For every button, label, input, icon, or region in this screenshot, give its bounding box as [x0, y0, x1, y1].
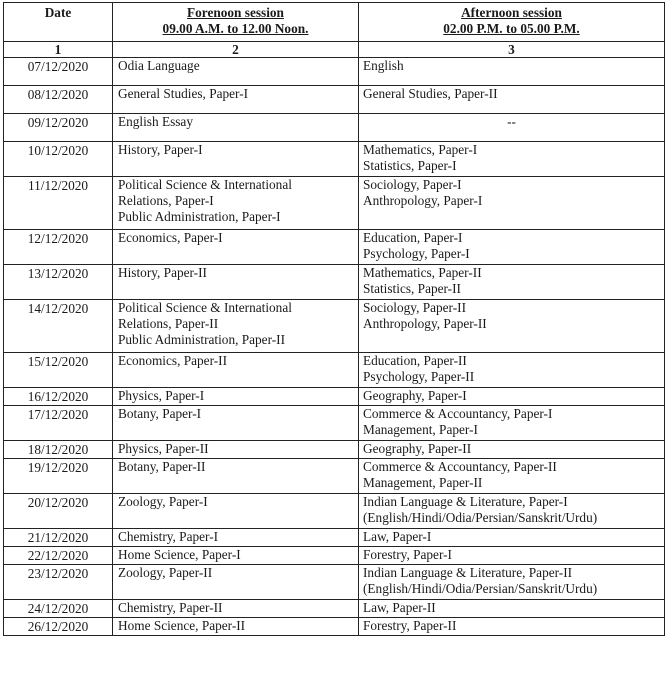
forenoon-subject: Political Science & International	[118, 300, 292, 315]
afternoon-subject-cell	[359, 618, 665, 636]
afternoon-subject: Psychology, Paper-II	[363, 369, 475, 384]
forenoon-subject-cell	[113, 565, 359, 600]
forenoon-subject: Economics, Paper-I	[118, 230, 223, 245]
afternoon-subject: Geography, Paper-I	[363, 388, 467, 403]
table-row	[4, 388, 665, 406]
afternoon-subject: Psychology, Paper-I	[363, 246, 470, 261]
table-row	[4, 58, 665, 86]
forenoon-subject-cell	[113, 388, 359, 406]
afternoon-title: Afternoon session	[461, 5, 562, 20]
forenoon-subject-cell	[113, 230, 359, 265]
forenoon-subject: Public Administration, Paper-II	[118, 332, 286, 347]
afternoon-subject: Indian Language & Literature, Paper-I	[363, 494, 568, 509]
exam-date: 20/12/2020	[4, 494, 113, 529]
exam-date: 21/12/2020	[4, 529, 113, 547]
afternoon-subject-cell	[359, 86, 665, 114]
afternoon-subject-cell	[359, 142, 665, 177]
forenoon-subject: Economics, Paper-II	[118, 353, 228, 368]
table-row	[4, 142, 665, 177]
afternoon-subject: Commerce & Accountancy, Paper-II	[363, 459, 557, 474]
afternoon-subject: Mathematics, Paper-I	[363, 142, 478, 157]
afternoon-subject: Sociology, Paper-II	[363, 300, 467, 315]
afternoon-subject: Forestry, Paper-II	[363, 618, 457, 633]
forenoon-subject: English Essay	[118, 114, 193, 129]
forenoon-subject-cell	[113, 618, 359, 636]
exam-date: 23/12/2020	[4, 565, 113, 600]
afternoon-subject: Forestry, Paper-I	[363, 547, 452, 562]
date-header: Date	[4, 3, 113, 42]
afternoon-subject: Education, Paper-I	[363, 230, 463, 245]
exam-date: 08/12/2020	[4, 86, 113, 114]
exam-date: 07/12/2020	[4, 58, 113, 86]
forenoon-subject: Physics, Paper-I	[118, 388, 205, 403]
exam-date: 18/12/2020	[4, 441, 113, 459]
afternoon-subject: Statistics, Paper-I	[363, 158, 457, 173]
forenoon-header	[113, 3, 359, 42]
exam-schedule-table	[3, 2, 665, 636]
forenoon-subject-cell	[113, 86, 359, 114]
forenoon-subject: Botany, Paper-II	[118, 459, 206, 474]
afternoon-subject-cell	[359, 265, 665, 300]
forenoon-subject: Zoology, Paper-II	[118, 565, 213, 580]
forenoon-subject: Political Science & International	[118, 177, 292, 192]
afternoon-subject: Management, Paper-II	[363, 475, 483, 490]
forenoon-subject: Physics, Paper-II	[118, 441, 209, 456]
exam-date: 24/12/2020	[4, 600, 113, 618]
forenoon-subject-cell	[113, 177, 359, 230]
forenoon-subject: History, Paper-II	[118, 265, 207, 280]
forenoon-time: 09.00 A.M. to 12.00 Noon.	[162, 21, 309, 36]
afternoon-subject-cell	[359, 58, 665, 86]
forenoon-subject: Public Administration, Paper-I	[118, 209, 281, 224]
exam-date: 19/12/2020	[4, 459, 113, 494]
forenoon-subject: Botany, Paper-I	[118, 406, 202, 421]
exam-date: 11/12/2020	[4, 177, 113, 230]
afternoon-subject: (English/Hindi/Odia/Persian/Sanskrit/Urdu)	[363, 510, 598, 525]
forenoon-subject-cell	[113, 406, 359, 441]
forenoon-subject-cell	[113, 494, 359, 529]
forenoon-subject: Chemistry, Paper-II	[118, 600, 223, 615]
header-row	[4, 3, 665, 42]
afternoon-subject-cell	[359, 114, 665, 142]
forenoon-subject-cell	[113, 459, 359, 494]
afternoon-header	[359, 3, 665, 42]
afternoon-subject-cell	[359, 353, 665, 388]
afternoon-subject: Mathematics, Paper-II	[363, 265, 482, 280]
forenoon-subject-cell	[113, 300, 359, 353]
table-row	[4, 86, 665, 114]
forenoon-subject-cell	[113, 547, 359, 565]
afternoon-subject: Commerce & Accountancy, Paper-I	[363, 406, 553, 421]
afternoon-subject: General Studies, Paper-II	[363, 86, 498, 101]
afternoon-subject: Law, Paper-II	[363, 600, 436, 615]
afternoon-subject: (English/Hindi/Odia/Persian/Sanskrit/Urdu)	[363, 581, 598, 596]
afternoon-subject-cell	[359, 300, 665, 353]
forenoon-title: Forenoon session	[187, 5, 284, 20]
afternoon-subject-cell	[359, 494, 665, 529]
column-number-2: 2	[113, 42, 359, 58]
afternoon-subject-cell	[359, 529, 665, 547]
exam-date: 14/12/2020	[4, 300, 113, 353]
table-row	[4, 406, 665, 441]
column-number-row	[4, 42, 665, 58]
forenoon-subject: General Studies, Paper-I	[118, 86, 249, 101]
table-row	[4, 618, 665, 636]
afternoon-subject: Management, Paper-I	[363, 422, 478, 437]
afternoon-subject-cell	[359, 441, 665, 459]
exam-date: 17/12/2020	[4, 406, 113, 441]
afternoon-subject: Law, Paper-I	[363, 529, 432, 544]
forenoon-subject: Relations, Paper-I	[118, 193, 214, 208]
afternoon-subject-cell	[359, 230, 665, 265]
exam-date: 13/12/2020	[4, 265, 113, 300]
table-row	[4, 600, 665, 618]
table-row	[4, 441, 665, 459]
exam-date: 22/12/2020	[4, 547, 113, 565]
table-row	[4, 230, 665, 265]
afternoon-subject-cell	[359, 547, 665, 565]
forenoon-subject-cell	[113, 142, 359, 177]
forenoon-subject-cell	[113, 600, 359, 618]
afternoon-subject: Education, Paper-II	[363, 353, 467, 368]
table-row	[4, 529, 665, 547]
column-number-1: 1	[4, 42, 113, 58]
forenoon-subject-cell	[113, 265, 359, 300]
afternoon-subject: --	[507, 114, 516, 129]
exam-date: 10/12/2020	[4, 142, 113, 177]
exam-date: 15/12/2020	[4, 353, 113, 388]
afternoon-time: 02.00 P.M. to 05.00 P.M.	[443, 21, 580, 36]
forenoon-subject-cell	[113, 529, 359, 547]
afternoon-subject: Geography, Paper-II	[363, 441, 472, 456]
afternoon-subject: Anthropology, Paper-I	[363, 193, 483, 208]
forenoon-subject-cell	[113, 353, 359, 388]
forenoon-subject: Odia Language	[118, 58, 200, 73]
afternoon-subject-cell	[359, 406, 665, 441]
forenoon-subject-cell	[113, 441, 359, 459]
forenoon-subject: Relations, Paper-II	[118, 316, 219, 331]
afternoon-subject: English	[363, 58, 404, 73]
forenoon-subject: History, Paper-I	[118, 142, 203, 157]
exam-date: 09/12/2020	[4, 114, 113, 142]
afternoon-subject-cell	[359, 565, 665, 600]
forenoon-subject: Home Science, Paper-I	[118, 547, 241, 562]
forenoon-subject: Home Science, Paper-II	[118, 618, 246, 633]
table-row	[4, 265, 665, 300]
table-row	[4, 459, 665, 494]
forenoon-subject-cell	[113, 114, 359, 142]
afternoon-subject-cell	[359, 459, 665, 494]
table-row	[4, 547, 665, 565]
table-row	[4, 565, 665, 600]
exam-date: 16/12/2020	[4, 388, 113, 406]
afternoon-subject: Sociology, Paper-I	[363, 177, 462, 192]
table-row	[4, 177, 665, 230]
forenoon-subject: Chemistry, Paper-I	[118, 529, 219, 544]
afternoon-subject-cell	[359, 388, 665, 406]
forenoon-subject: Zoology, Paper-I	[118, 494, 208, 509]
table-row	[4, 300, 665, 353]
afternoon-subject-cell	[359, 600, 665, 618]
table-row	[4, 353, 665, 388]
afternoon-subject: Anthropology, Paper-II	[363, 316, 487, 331]
exam-date: 12/12/2020	[4, 230, 113, 265]
table-row	[4, 494, 665, 529]
forenoon-subject-cell	[113, 58, 359, 86]
schedule-body	[4, 58, 665, 636]
column-number-3: 3	[359, 42, 665, 58]
afternoon-subject-cell	[359, 177, 665, 230]
exam-date: 26/12/2020	[4, 618, 113, 636]
afternoon-subject: Statistics, Paper-II	[363, 281, 461, 296]
table-row	[4, 114, 665, 142]
afternoon-subject: Indian Language & Literature, Paper-II	[363, 565, 573, 580]
